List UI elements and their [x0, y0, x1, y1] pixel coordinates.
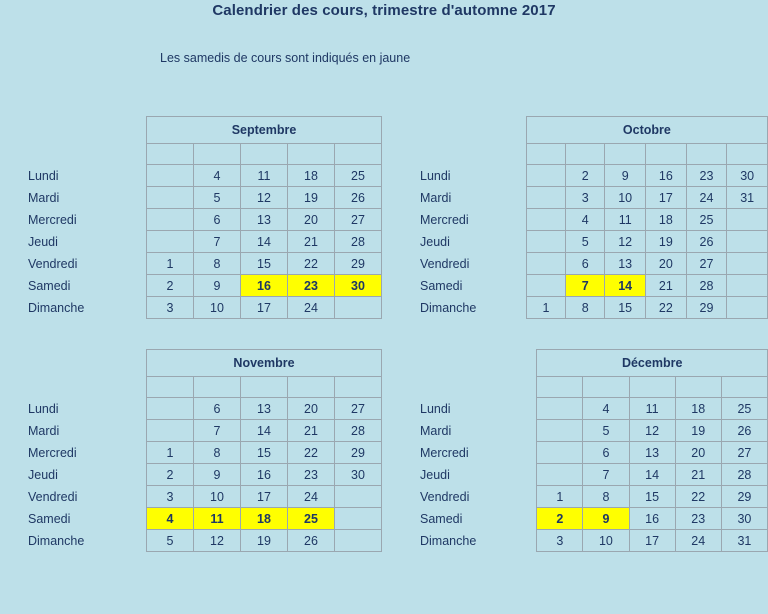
date-cell: 11	[241, 165, 288, 187]
day-label: Jeudi	[420, 467, 450, 482]
date-cell: 29	[686, 297, 727, 319]
spacer-cell	[147, 377, 194, 398]
week-day-row	[420, 508, 768, 530]
date-cell: 10	[605, 187, 646, 209]
date-cell-highlighted: 14	[605, 275, 646, 297]
week-day-row	[28, 165, 382, 187]
month-name: Septembre	[147, 117, 382, 144]
date-cell-highlighted: 30	[335, 275, 382, 297]
date-cell: 18	[646, 209, 687, 231]
date-cell: 31	[727, 187, 768, 209]
week-day-row	[28, 231, 382, 253]
day-label: Mercredi	[28, 445, 77, 460]
spacer-cell	[686, 144, 727, 165]
date-cell: 20	[288, 209, 335, 231]
date-cell: 22	[675, 486, 721, 508]
date-cell: 15	[629, 486, 675, 508]
spacer-cell	[675, 377, 721, 398]
day-label: Lundi	[28, 401, 59, 416]
date-cell: 30	[727, 165, 768, 187]
day-label: Vendredi	[420, 256, 470, 271]
date-cell: 24	[686, 187, 727, 209]
date-cell: 17	[646, 187, 687, 209]
day-label: Dimanche	[420, 300, 477, 315]
date-cell: 13	[605, 253, 646, 275]
date-cell: 11	[629, 398, 675, 420]
day-label: Vendredi	[420, 489, 470, 504]
spacer-cell	[194, 144, 241, 165]
week-day-row	[420, 530, 768, 552]
week-day-row	[28, 209, 382, 231]
day-label: Lundi	[420, 401, 451, 416]
day-label: Vendredi	[28, 256, 78, 271]
date-cell: 3	[566, 187, 605, 209]
date-cell: 16	[241, 464, 288, 486]
week-day-row	[28, 420, 382, 442]
day-label: Mardi	[420, 190, 452, 205]
date-cell: 4	[566, 209, 605, 231]
date-cell	[727, 297, 768, 319]
date-cell: 25	[335, 165, 382, 187]
date-cell	[526, 253, 565, 275]
month-header-spacer	[28, 350, 147, 377]
week-day-row	[420, 464, 768, 486]
date-cell: 2	[147, 275, 194, 297]
day-label: Mercredi	[28, 212, 77, 227]
date-cell: 26	[335, 187, 382, 209]
date-cell: 12	[194, 530, 241, 552]
week-day-row	[420, 187, 768, 209]
date-cell: 24	[288, 297, 335, 319]
week-day-row	[28, 442, 382, 464]
date-cell: 15	[241, 442, 288, 464]
date-cell: 19	[646, 231, 687, 253]
date-cell	[335, 486, 382, 508]
date-cell: 15	[605, 297, 646, 319]
day-label: Samedi	[28, 278, 71, 293]
date-cell: 18	[675, 398, 721, 420]
date-cell	[147, 420, 194, 442]
date-cell	[147, 187, 194, 209]
date-cell: 6	[194, 209, 241, 231]
day-label: Samedi	[420, 278, 463, 293]
date-cell-highlighted: 23	[288, 275, 335, 297]
month-header-row	[28, 350, 382, 377]
date-cell	[727, 275, 768, 297]
day-label: Samedi	[28, 511, 71, 526]
date-cell: 9	[194, 464, 241, 486]
date-cell: 4	[194, 165, 241, 187]
date-cell: 31	[721, 530, 767, 552]
date-cell: 27	[686, 253, 727, 275]
date-cell: 26	[721, 420, 767, 442]
spacer-cell	[526, 144, 565, 165]
date-cell: 12	[605, 231, 646, 253]
spacer-row	[420, 144, 768, 165]
day-label: Mardi	[28, 190, 60, 205]
date-cell: 29	[721, 486, 767, 508]
week-day-row	[420, 165, 768, 187]
date-cell	[727, 209, 768, 231]
date-cell: 22	[646, 297, 687, 319]
date-cell: 15	[241, 253, 288, 275]
spacer-row	[28, 377, 382, 398]
date-cell: 11	[605, 209, 646, 231]
date-cell	[537, 398, 583, 420]
date-cell: 3	[147, 297, 194, 319]
date-cell: 23	[686, 165, 727, 187]
date-cell	[147, 165, 194, 187]
date-cell: 5	[194, 187, 241, 209]
date-cell: 19	[675, 420, 721, 442]
date-cell: 16	[646, 165, 687, 187]
date-cell: 5	[147, 530, 194, 552]
date-cell: 8	[194, 253, 241, 275]
date-cell: 20	[288, 398, 335, 420]
date-cell: 25	[721, 398, 767, 420]
date-cell: 13	[629, 442, 675, 464]
month-header-row	[420, 350, 768, 377]
spacer-label	[28, 377, 147, 398]
date-cell: 5	[583, 420, 629, 442]
week-day-row	[420, 398, 768, 420]
day-label: Mercredi	[420, 212, 469, 227]
date-cell	[537, 442, 583, 464]
spacer-cell	[605, 144, 646, 165]
spacer-cell	[288, 377, 335, 398]
month-header-row	[28, 117, 382, 144]
date-cell: 17	[241, 486, 288, 508]
day-label: Lundi	[28, 168, 59, 183]
spacer-cell	[727, 144, 768, 165]
spacer-label	[28, 144, 147, 165]
date-cell: 20	[646, 253, 687, 275]
date-cell: 4	[583, 398, 629, 420]
date-cell: 13	[241, 398, 288, 420]
date-cell: 6	[566, 253, 605, 275]
date-cell: 1	[526, 297, 565, 319]
calendar-octobre	[420, 116, 768, 319]
date-cell: 2	[566, 165, 605, 187]
date-cell: 23	[675, 508, 721, 530]
date-cell: 26	[686, 231, 727, 253]
date-cell: 18	[288, 165, 335, 187]
week-day-row	[28, 486, 382, 508]
date-cell: 6	[583, 442, 629, 464]
month-header-spacer	[420, 117, 526, 144]
date-cell: 27	[721, 442, 767, 464]
spacer-cell	[241, 144, 288, 165]
day-label: Dimanche	[28, 533, 85, 548]
date-cell	[526, 187, 565, 209]
day-label: Mardi	[28, 423, 60, 438]
week-day-row	[420, 420, 768, 442]
date-cell: 10	[194, 297, 241, 319]
date-cell-highlighted: 4	[147, 508, 194, 530]
spacer-cell	[537, 377, 583, 398]
date-cell: 30	[721, 508, 767, 530]
date-cell	[335, 297, 382, 319]
date-cell: 16	[629, 508, 675, 530]
month-header-spacer	[28, 117, 147, 144]
date-cell-highlighted: 25	[288, 508, 335, 530]
date-cell: 23	[288, 464, 335, 486]
legend-text: Les samedis de cours sont indiqués en jaune	[160, 51, 411, 65]
date-cell: 13	[241, 209, 288, 231]
date-cell: 20	[675, 442, 721, 464]
date-cell: 21	[288, 420, 335, 442]
spacer-cell	[646, 144, 687, 165]
date-cell: 21	[288, 231, 335, 253]
day-label: Vendredi	[28, 489, 78, 504]
day-label: Jeudi	[420, 234, 450, 249]
date-cell	[727, 231, 768, 253]
date-cell: 12	[629, 420, 675, 442]
spacer-cell	[147, 144, 194, 165]
date-cell: 22	[288, 442, 335, 464]
week-day-row	[28, 297, 382, 319]
day-label: Dimanche	[28, 300, 85, 315]
spacer-cell	[721, 377, 767, 398]
date-cell-highlighted: 18	[241, 508, 288, 530]
date-cell	[727, 253, 768, 275]
date-cell	[526, 275, 565, 297]
date-cell: 24	[675, 530, 721, 552]
spacer-cell	[566, 144, 605, 165]
date-cell: 28	[335, 420, 382, 442]
date-cell: 24	[288, 486, 335, 508]
week-day-row	[28, 253, 382, 275]
date-cell	[526, 165, 565, 187]
spacer-cell	[241, 377, 288, 398]
week-day-row	[28, 275, 382, 297]
month-name: Octobre	[526, 117, 767, 144]
date-cell	[537, 420, 583, 442]
month-header-row	[420, 117, 768, 144]
date-cell: 19	[288, 187, 335, 209]
date-cell: 3	[147, 486, 194, 508]
spacer-row	[28, 144, 382, 165]
date-cell: 1	[537, 486, 583, 508]
date-cell: 1	[147, 442, 194, 464]
date-cell-highlighted: 9	[583, 508, 629, 530]
month-name: Décembre	[537, 350, 768, 377]
date-cell	[147, 209, 194, 231]
day-label: Mardi	[420, 423, 452, 438]
date-cell-highlighted: 16	[241, 275, 288, 297]
spacer-label	[420, 377, 537, 398]
date-cell: 19	[241, 530, 288, 552]
day-label: Mercredi	[420, 445, 469, 460]
date-cell: 8	[566, 297, 605, 319]
week-day-row	[28, 187, 382, 209]
date-cell: 9	[605, 165, 646, 187]
day-label: Dimanche	[420, 533, 477, 548]
date-cell: 12	[241, 187, 288, 209]
week-day-row	[28, 508, 382, 530]
date-cell-highlighted: 7	[566, 275, 605, 297]
date-cell: 27	[335, 398, 382, 420]
date-cell: 6	[194, 398, 241, 420]
date-cell: 8	[194, 442, 241, 464]
day-label: Lundi	[420, 168, 451, 183]
date-cell	[526, 209, 565, 231]
spacer-cell	[194, 377, 241, 398]
calendar-septembre	[28, 116, 382, 319]
date-cell: 21	[675, 464, 721, 486]
date-cell: 29	[335, 253, 382, 275]
spacer-cell	[629, 377, 675, 398]
week-day-row	[420, 209, 768, 231]
day-label: Jeudi	[28, 234, 58, 249]
spacer-row	[420, 377, 768, 398]
date-cell	[335, 508, 382, 530]
date-cell: 10	[194, 486, 241, 508]
date-cell: 30	[335, 464, 382, 486]
calendar-decembre	[420, 349, 768, 552]
date-cell: 22	[288, 253, 335, 275]
week-day-row	[420, 275, 768, 297]
date-cell: 8	[583, 486, 629, 508]
week-day-row	[420, 297, 768, 319]
date-cell	[335, 530, 382, 552]
date-cell: 9	[194, 275, 241, 297]
spacer-cell	[335, 377, 382, 398]
date-cell: 28	[335, 231, 382, 253]
week-day-row	[420, 231, 768, 253]
date-cell: 7	[194, 231, 241, 253]
date-cell: 25	[686, 209, 727, 231]
date-cell: 7	[583, 464, 629, 486]
date-cell: 7	[194, 420, 241, 442]
day-label: Jeudi	[28, 467, 58, 482]
date-cell-highlighted: 11	[194, 508, 241, 530]
month-header-spacer	[420, 350, 537, 377]
date-cell: 26	[288, 530, 335, 552]
date-cell: 5	[566, 231, 605, 253]
date-cell: 1	[147, 253, 194, 275]
date-cell: 14	[241, 231, 288, 253]
date-cell: 21	[646, 275, 687, 297]
date-cell	[147, 398, 194, 420]
date-cell: 2	[147, 464, 194, 486]
date-cell	[537, 464, 583, 486]
date-cell: 14	[241, 420, 288, 442]
spacer-cell	[335, 144, 382, 165]
date-cell	[147, 231, 194, 253]
week-day-row	[28, 398, 382, 420]
date-cell-highlighted: 2	[537, 508, 583, 530]
month-name: Novembre	[147, 350, 382, 377]
week-day-row	[420, 442, 768, 464]
spacer-cell	[288, 144, 335, 165]
date-cell	[526, 231, 565, 253]
date-cell: 17	[241, 297, 288, 319]
calendar-novembre	[28, 349, 382, 552]
day-label: Samedi	[420, 511, 463, 526]
date-cell: 10	[583, 530, 629, 552]
page-title: Calendrier des cours, trimestre d'automne 2017	[212, 2, 556, 19]
date-cell: 28	[721, 464, 767, 486]
date-cell: 27	[335, 209, 382, 231]
spacer-cell	[583, 377, 629, 398]
date-cell: 14	[629, 464, 675, 486]
spacer-label	[420, 144, 526, 165]
date-cell: 17	[629, 530, 675, 552]
date-cell: 29	[335, 442, 382, 464]
date-cell: 28	[686, 275, 727, 297]
week-day-row	[28, 530, 382, 552]
week-day-row	[28, 464, 382, 486]
date-cell: 3	[537, 530, 583, 552]
week-day-row	[420, 486, 768, 508]
week-day-row	[420, 253, 768, 275]
